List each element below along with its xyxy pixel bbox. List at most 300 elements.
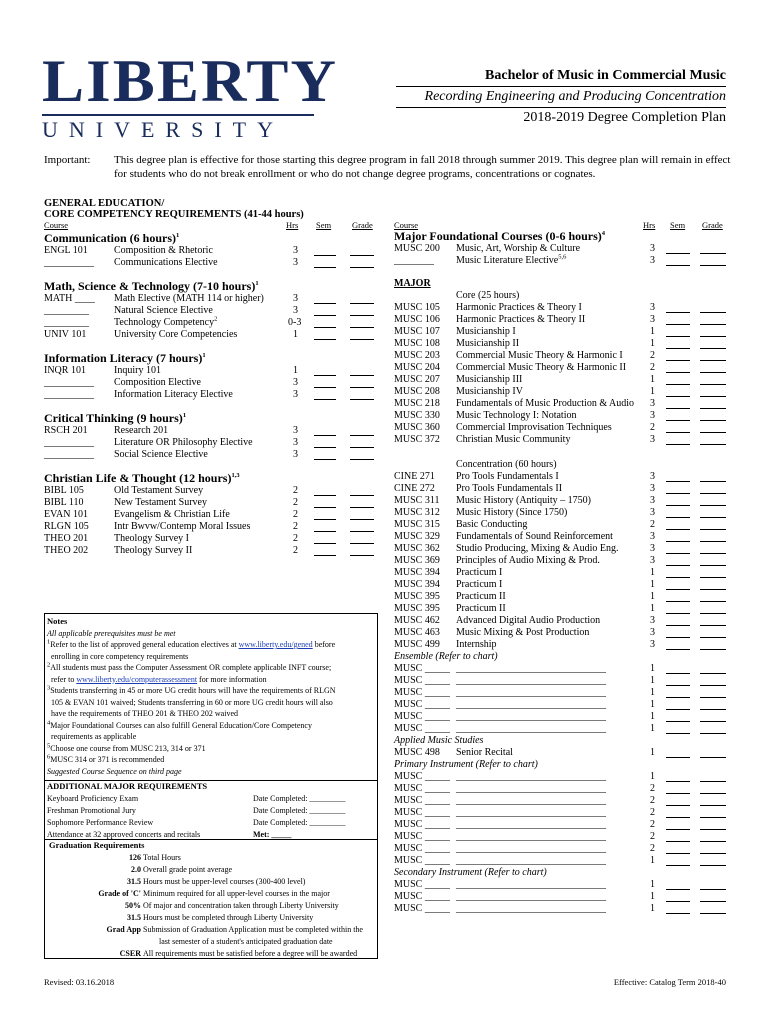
semester-blank[interactable]	[314, 535, 336, 544]
course-code: MUSC 463	[394, 627, 440, 638]
grade-blank[interactable]	[350, 439, 374, 448]
course-code: MUSC 462	[394, 615, 440, 626]
course-code: MUSC _____	[394, 783, 450, 794]
course-name: New Testament Survey	[114, 497, 207, 508]
semester-blank[interactable]	[314, 523, 336, 532]
course-hours: 3	[650, 639, 655, 650]
grade-blank[interactable]	[700, 557, 726, 566]
semester-blank[interactable]	[666, 304, 690, 313]
course-code: MUSC 372	[394, 434, 440, 445]
right-col-sem: Sem	[670, 220, 686, 230]
grade-blank[interactable]	[700, 352, 726, 361]
grade-blank[interactable]	[700, 785, 726, 794]
course-hours: 3	[650, 302, 655, 313]
grade-blank[interactable]	[700, 316, 726, 325]
course-hours: 3	[650, 471, 655, 482]
course-hours: 3	[650, 243, 655, 254]
semester-blank[interactable]	[666, 701, 690, 710]
course-hours: 2	[293, 521, 298, 532]
grade-blank[interactable]	[700, 412, 726, 421]
semester-blank[interactable]	[666, 857, 690, 866]
semester-blank[interactable]	[666, 725, 690, 734]
semester-blank[interactable]	[314, 319, 336, 328]
semester-blank[interactable]	[666, 569, 690, 578]
course-name: ______________________________	[456, 687, 606, 698]
course-code: RSCH 201	[44, 425, 88, 436]
semester-blank[interactable]	[666, 641, 690, 650]
grade-blank[interactable]	[700, 701, 726, 710]
course-name: ______________________________	[456, 819, 606, 830]
grade-blank[interactable]	[350, 295, 374, 304]
course-code: MUSC 108	[394, 338, 440, 349]
grade-blank[interactable]	[350, 379, 374, 388]
grade-blank[interactable]	[700, 833, 726, 842]
semester-blank[interactable]	[314, 391, 336, 400]
course-code: UNIV 101	[44, 329, 87, 340]
course-code: THEO 201	[44, 533, 89, 544]
course-code: MUSC 203	[394, 350, 440, 361]
semester-blank[interactable]	[666, 773, 690, 782]
course-code: CINE 271	[394, 471, 435, 482]
requirement-text: Hours must be upper-level courses (300-400 level)	[143, 876, 306, 886]
semester-blank[interactable]	[314, 367, 336, 376]
course-hours: 3	[293, 449, 298, 460]
course-name: Communications Elective	[114, 257, 218, 268]
semester-blank[interactable]	[314, 379, 336, 388]
grade-blank[interactable]	[700, 328, 726, 337]
date-completed[interactable]: Date Completed: _________	[253, 805, 346, 815]
semester-blank[interactable]	[666, 713, 690, 722]
graduation-row	[45, 924, 377, 936]
course-hours: 3	[650, 555, 655, 566]
course-name: Fundamentals of Sound Reinforcement	[456, 531, 613, 542]
grade-blank[interactable]	[350, 259, 374, 268]
graduation-row	[45, 948, 377, 960]
semester-blank[interactable]	[666, 509, 690, 518]
course-name: ______________________________	[456, 903, 606, 914]
grade-blank[interactable]	[700, 340, 726, 349]
left-col-hrs: Hrs	[286, 220, 299, 230]
semester-blank[interactable]	[666, 557, 690, 566]
semester-blank[interactable]	[666, 845, 690, 854]
course-name: Principles of Audio Mixing & Prod.	[456, 555, 600, 566]
grade-blank[interactable]	[700, 521, 726, 530]
course-name: Internship	[456, 639, 497, 650]
grade-blank[interactable]	[350, 511, 374, 520]
semester-blank[interactable]	[314, 307, 336, 316]
semester-blank[interactable]	[314, 547, 336, 556]
grade-blank[interactable]	[350, 487, 374, 496]
right-col-course: Course	[394, 220, 419, 230]
grade-blank[interactable]	[350, 319, 374, 328]
requirement-text: Total Hours	[143, 852, 181, 862]
course-hours: 3	[650, 314, 655, 325]
course-name: Christian Music Community	[456, 434, 571, 445]
important-text: This degree plan is effective for those starting this degree program in fall 2018 through summer 2019. This degree plan will remain in effect for students who do not break enrollment or who do not change degree programs, concentrations or cognates.	[114, 154, 731, 180]
course-code: MUSC _____	[394, 831, 450, 842]
grade-blank[interactable]	[350, 535, 374, 544]
liberty-university-logo	[42, 48, 339, 152]
course-hours: 2	[650, 350, 655, 361]
course-code: MUSC _____	[394, 843, 450, 854]
course-hours: 2	[650, 519, 655, 530]
notes-title: Notes	[47, 616, 68, 626]
additional-label: Attendance at 32 approved concerts and recitals	[47, 829, 201, 839]
grade-blank[interactable]	[700, 605, 726, 614]
course-hours: 3	[293, 305, 298, 316]
grade-blank[interactable]	[700, 424, 726, 433]
grade-blank[interactable]	[350, 547, 374, 556]
grade-blank[interactable]	[700, 569, 726, 578]
course-hours: 3	[293, 425, 298, 436]
semester-blank[interactable]	[666, 497, 690, 506]
course-name: Math Elective (MATH 114 or higher)	[114, 293, 264, 304]
grade-blank[interactable]	[700, 689, 726, 698]
grade-blank[interactable]	[700, 617, 726, 626]
course-name: Composition Elective	[114, 377, 201, 388]
semester-blank[interactable]	[666, 797, 690, 806]
notes-box	[44, 613, 378, 959]
date-completed[interactable]: Met: _____	[253, 829, 292, 839]
semester-blank[interactable]	[666, 245, 690, 254]
semester-blank[interactable]	[666, 665, 690, 674]
course-hours: 3	[650, 483, 655, 494]
degree-title: Bachelor of Music in Commercial Music	[485, 68, 726, 83]
course-hours: 2	[650, 783, 655, 794]
course-code: MUSC 369	[394, 555, 440, 566]
course-code: MUSC _____	[394, 771, 450, 782]
grade-blank[interactable]	[350, 451, 374, 460]
course-code: RLGN 105	[44, 521, 89, 532]
course-code: __________	[44, 449, 94, 460]
additional-row	[47, 793, 375, 805]
course-code: BIBL 110	[44, 497, 84, 508]
semester-blank[interactable]	[314, 259, 336, 268]
semester-blank[interactable]	[666, 352, 690, 361]
grade-blank[interactable]	[700, 533, 726, 542]
course-hours: 1	[650, 855, 655, 866]
semester-blank[interactable]	[666, 388, 690, 397]
course-name: Music History (Antiquity – 1750)	[456, 495, 591, 506]
grade-blank[interactable]	[700, 485, 726, 494]
grade-blank[interactable]	[700, 773, 726, 782]
grade-blank[interactable]	[700, 809, 726, 818]
course-name: Practicum I	[456, 579, 503, 590]
course-name: ______________________________	[456, 879, 606, 890]
section-title: Information Literacy (7 hours)$^1$	[44, 351, 206, 365]
semester-blank[interactable]	[666, 749, 690, 758]
additional-label: Keyboard Proficiency Exam	[47, 793, 139, 803]
course-code: MUSC _____	[394, 903, 450, 914]
semester-blank[interactable]	[666, 400, 690, 409]
grade-blank[interactable]	[700, 749, 726, 758]
course-name: Research 201	[114, 425, 169, 436]
semester-blank[interactable]	[314, 427, 336, 436]
semester-blank[interactable]	[666, 617, 690, 626]
course-name: ______________________________	[456, 891, 606, 902]
course-hours: 1	[650, 891, 655, 902]
semester-blank[interactable]	[666, 821, 690, 830]
course-name: Music History (Since 1750)	[456, 507, 568, 518]
semester-blank[interactable]	[666, 881, 690, 890]
course-name: Music, Art, Worship & Culture	[456, 243, 581, 254]
semester-blank[interactable]	[666, 581, 690, 590]
course-code: ENGL 101	[44, 245, 88, 256]
grade-blank[interactable]	[700, 593, 726, 602]
semester-blank[interactable]	[666, 521, 690, 530]
course-code: MUSC _____	[394, 891, 450, 902]
semester-blank[interactable]	[666, 316, 690, 325]
note-prereq: All applicable prerequisites must be met	[47, 628, 176, 638]
course-name: ______________________________	[456, 843, 606, 854]
course-code: __________	[44, 389, 94, 400]
course-hours: 2	[650, 819, 655, 830]
semester-blank[interactable]	[666, 424, 690, 433]
course-name: Commercial Improvisation Techniques	[456, 422, 612, 433]
course-name: Practicum II	[456, 591, 506, 602]
grade-blank[interactable]	[700, 388, 726, 397]
course-name: ______________________________	[456, 711, 606, 722]
semester-blank[interactable]	[666, 364, 690, 373]
grade-blank[interactable]	[700, 845, 726, 854]
requirement-key: 31.5	[127, 876, 141, 886]
course-name: Harmonic Practices & Theory I	[456, 302, 582, 313]
grade-blank[interactable]	[700, 677, 726, 686]
semester-blank[interactable]	[666, 545, 690, 554]
semester-blank[interactable]	[314, 499, 336, 508]
semester-blank[interactable]	[666, 893, 690, 902]
note-1: $^1$Refer to the list of approved general education electives at www.liberty.edu/gened before	[47, 638, 336, 649]
note-4: $^4$Major Foundational Courses can also fulfill General Education/Core Competency	[47, 718, 312, 730]
ensemble-label: Ensemble (Refer to chart)	[394, 651, 498, 662]
course-code: MUSC 362	[394, 543, 440, 554]
course-code: MUSC 204	[394, 362, 440, 373]
grade-blank[interactable]	[700, 641, 726, 650]
grade-blank[interactable]	[700, 821, 726, 830]
course-code: MUSC 499	[394, 639, 440, 650]
grade-blank[interactable]	[350, 427, 374, 436]
grade-blank[interactable]	[700, 497, 726, 506]
effective-term: Effective: Catalog Term 2018-40	[613, 977, 726, 987]
right-col-grade: Grade	[702, 220, 723, 230]
course-name: Music Technology I: Notation	[456, 410, 577, 421]
grade-blank[interactable]	[350, 247, 374, 256]
section-title: Communication (6 hours)$^1$	[44, 231, 180, 245]
computer-assessment-link[interactable]: www.liberty.edu/computerassessment	[76, 674, 198, 684]
note-3-cont: 105 & EVAN 101 waived; Students transferring in 60 or more UG credit hours will also	[51, 697, 333, 707]
course-hours: 3	[650, 410, 655, 421]
grade-blank[interactable]	[700, 304, 726, 313]
section-title: Critical Thinking (9 hours)$^1$	[44, 411, 187, 425]
course-code: MUSC 395	[394, 591, 440, 602]
semester-blank[interactable]	[314, 439, 336, 448]
semester-blank[interactable]	[314, 331, 336, 340]
semester-blank[interactable]	[314, 451, 336, 460]
course-hours: 2	[293, 509, 298, 520]
course-hours: 1	[650, 675, 655, 686]
semester-blank[interactable]	[666, 257, 690, 266]
graduation-row	[45, 876, 377, 888]
course-hours: 1	[650, 699, 655, 710]
course-name: Music Mixing & Post Production	[456, 627, 590, 638]
grade-blank[interactable]	[700, 725, 726, 734]
course-code: MUSC 311	[394, 495, 440, 506]
course-name: Musicianship II	[456, 338, 520, 349]
course-code: MUSC 498	[394, 747, 440, 758]
grade-blank[interactable]	[700, 665, 726, 674]
grade-blank[interactable]	[700, 509, 726, 518]
course-code: BIBL 105	[44, 485, 84, 496]
course-name: Basic Conducting	[456, 519, 528, 530]
course-hours: 3	[293, 389, 298, 400]
requirement-key: 126	[129, 852, 141, 862]
course-hours: 1	[650, 747, 655, 758]
grade-blank[interactable]	[350, 391, 374, 400]
additional-row	[47, 805, 375, 817]
date-completed[interactable]: Date Completed: _________	[253, 793, 346, 803]
note-1-cont: enrolling in core competency requirements	[51, 651, 189, 661]
course-code: __________	[44, 377, 94, 388]
grade-blank[interactable]	[700, 436, 726, 445]
grade-blank[interactable]	[700, 364, 726, 373]
course-code: MUSC 107	[394, 326, 440, 337]
concentration-title: Recording Engineering and Producing Concentration	[424, 89, 726, 104]
semester-blank[interactable]	[666, 340, 690, 349]
note-3: $^3$Students transferring in 45 or more UG credit hours will have the requirements of RLGN	[47, 684, 336, 695]
additional-label: Freshman Promotional Jury	[47, 805, 136, 815]
graduation-row	[45, 888, 377, 900]
course-hours: 1	[650, 879, 655, 890]
grade-blank[interactable]	[700, 245, 726, 254]
course-hours: 3	[293, 245, 298, 256]
requirement-key: CSER	[119, 948, 141, 958]
course-name: Studio Producing, Mixing & Audio Eng.	[456, 543, 619, 554]
semester-blank[interactable]	[666, 328, 690, 337]
semester-blank[interactable]	[666, 412, 690, 421]
semester-blank[interactable]	[666, 605, 690, 614]
course-code: MUSC _____	[394, 807, 450, 818]
course-hours: 3	[650, 255, 655, 266]
grade-blank[interactable]	[700, 473, 726, 482]
core-label: Core (25 hours)	[456, 290, 520, 301]
grade-blank[interactable]	[700, 581, 726, 590]
graduation-requirements	[45, 840, 377, 960]
section-title: Christian Life & Thought (12 hours)$^{1,3}$	[44, 471, 240, 485]
grade-blank[interactable]	[350, 307, 374, 316]
note-4-cont: requirements as applicable	[51, 732, 137, 741]
grade-blank[interactable]	[350, 367, 374, 376]
semester-blank[interactable]	[666, 436, 690, 445]
logo-subtitle: UNIVERSITY	[42, 117, 284, 142]
course-code: _________	[44, 317, 89, 328]
course-hours: 1	[650, 386, 655, 397]
grade-blank[interactable]	[350, 499, 374, 508]
revised-date: Revised: 03.16.2018	[44, 977, 115, 987]
course-hours: 1	[650, 374, 655, 385]
course-hours: 1	[650, 603, 655, 614]
semester-blank[interactable]	[666, 376, 690, 385]
grade-blank[interactable]	[350, 331, 374, 340]
graduation-row	[45, 852, 377, 864]
course-hours: 1	[650, 567, 655, 578]
grade-blank[interactable]	[700, 545, 726, 554]
course-hours: 2	[650, 795, 655, 806]
course-name: ______________________________	[456, 723, 606, 734]
additional-requirements	[47, 781, 375, 841]
course-hours: 2	[650, 807, 655, 818]
document-titles	[346, 66, 726, 128]
semester-blank[interactable]	[666, 785, 690, 794]
semester-blank[interactable]	[314, 247, 336, 256]
requirement-key: 50%	[125, 900, 141, 910]
course-name: Pro Tools Fundamentals I	[456, 471, 559, 482]
important-label: Important:	[44, 154, 91, 166]
gened-link[interactable]: www.liberty.edu/gened	[238, 640, 313, 649]
semester-blank[interactable]	[666, 593, 690, 602]
semester-blank[interactable]	[666, 905, 690, 914]
course-code: MUSC _____	[394, 675, 450, 686]
applied-label: Applied Music Studies	[394, 735, 484, 746]
semester-blank[interactable]	[314, 295, 336, 304]
course-name: ______________________________	[456, 675, 606, 686]
grade-blank[interactable]	[700, 881, 726, 890]
semester-blank[interactable]	[666, 689, 690, 698]
left-col-course: Course	[44, 220, 69, 230]
grade-blank[interactable]	[700, 905, 726, 914]
semester-blank[interactable]	[314, 487, 336, 496]
course-hours: 1	[293, 365, 298, 376]
course-hours: 1	[650, 711, 655, 722]
course-hours: 1	[650, 687, 655, 698]
grade-blank[interactable]	[700, 893, 726, 902]
course-code: MUSC 394	[394, 567, 440, 578]
course-hours: 3	[650, 531, 655, 542]
course-code: MUSC 208	[394, 386, 440, 397]
semester-blank[interactable]	[666, 473, 690, 482]
grade-blank[interactable]	[700, 857, 726, 866]
course-name: Theology Survey I	[114, 533, 189, 544]
grade-blank[interactable]	[700, 400, 726, 409]
semester-blank[interactable]	[666, 533, 690, 542]
course-code: MUSC 105	[394, 302, 440, 313]
grade-blank[interactable]	[700, 629, 726, 638]
primary-label: Primary Instrument (Refer to chart)	[394, 759, 538, 770]
course-hours: 2	[293, 545, 298, 556]
grade-blank[interactable]	[700, 257, 726, 266]
semester-blank[interactable]	[666, 809, 690, 818]
requirement-text: Minimum required for all upper-level courses in the major	[143, 888, 330, 898]
graduation-row	[45, 936, 377, 948]
course-hours: 2	[650, 843, 655, 854]
logo-wordmark: LIBERTY	[42, 48, 339, 114]
grade-blank[interactable]	[700, 713, 726, 722]
date-completed[interactable]: Date Completed: _________	[253, 817, 346, 827]
semester-blank[interactable]	[666, 833, 690, 842]
additional-title: ADDITIONAL MAJOR REQUIREMENTS	[47, 781, 208, 791]
grade-blank[interactable]	[350, 523, 374, 532]
semester-blank[interactable]	[666, 485, 690, 494]
course-name: Intr Bwvw/Contemp Moral Issues	[114, 521, 251, 532]
semester-blank[interactable]	[666, 629, 690, 638]
semester-blank[interactable]	[314, 511, 336, 520]
course-code: MUSC 395	[394, 603, 440, 614]
course-code: MUSC 329	[394, 531, 440, 542]
course-name: Commercial Music Theory & Harmonic II	[456, 362, 627, 373]
grade-blank[interactable]	[700, 376, 726, 385]
grade-blank[interactable]	[700, 797, 726, 806]
graduation-row	[45, 912, 377, 924]
semester-blank[interactable]	[666, 677, 690, 686]
